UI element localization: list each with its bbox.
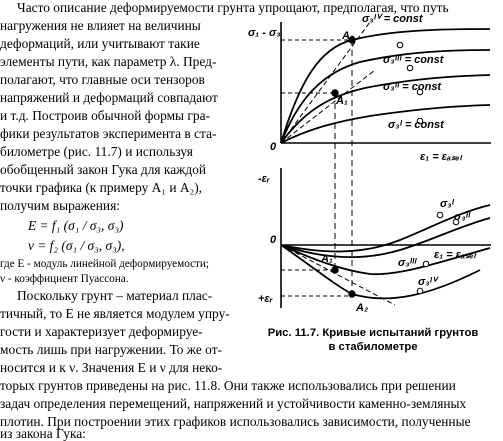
curve-label: σ₃ᴵ	[440, 198, 454, 210]
text-line: элементы пути, как параметр λ. Пред-	[0, 54, 217, 69]
text-line: обобщенный закон Гука для каждой	[0, 162, 207, 177]
figure-caption-line1: Рис. 11.7. Кривые испытаний грунтов	[267, 327, 479, 339]
curve-label: σ₃ᴵᴵᴵ	[398, 257, 417, 269]
point-A1-bottom	[332, 267, 338, 273]
point-label: A₁	[321, 253, 333, 265]
text-line: тичный, то E не является модулем упру-	[0, 306, 230, 321]
marker-circle	[417, 288, 423, 294]
marker-circle	[397, 42, 403, 48]
formula-2: ν = f₂ (σ₁ / σ₃, σ₃),	[28, 238, 125, 253]
text-line: получим выражения:	[0, 198, 120, 213]
curve-label: σ₃ᴵⱽ	[418, 276, 437, 288]
text-line: гости и характеризует деформируе-	[0, 324, 203, 339]
top-x-label: ε₁ = εₐₛₑₗ	[420, 151, 462, 163]
curve-label: σ₃ᴵⱽ = const	[362, 13, 423, 25]
definition-line: ν - коэффициент Пуассона.	[0, 273, 129, 285]
text-line: и т.д. Построив обычной формы гра-	[0, 108, 210, 123]
bottom-y-label-down: +εᵣ	[258, 293, 273, 305]
bottom-y-label-up: -εᵣ	[258, 173, 270, 185]
zero-top: 0	[270, 141, 277, 153]
text-line: Часто описание деформируемости грунта упрощают, предполагая, что путь	[17, 0, 449, 15]
text-line: фики результатов эксперимента в ста-	[0, 126, 217, 141]
bottom-x-label: ε₁ = εₐₛₑₗ	[434, 249, 476, 261]
tangent-line	[281, 70, 375, 143]
text-line: торых грунтов приведены на рис. 11.8. Они также использовались при решении	[0, 378, 456, 393]
text-line: точки графика (к примеру A₁ и A₂),	[0, 180, 203, 195]
text-line: задач определения перемещений, напряжений и устойчивости каменно-земляных	[0, 396, 467, 411]
text-line: напряжений и деформаций совпадают	[0, 90, 218, 105]
curve-label: σ₃ᴵᴵ	[454, 211, 471, 223]
marker-circle	[437, 212, 443, 218]
figure-caption-line2: в стабилометре	[328, 341, 418, 353]
point-label: A₂	[342, 30, 355, 42]
marker-circle	[407, 65, 413, 71]
marker-circle	[423, 261, 429, 267]
text-line: нагружения не влияет на величины	[0, 18, 201, 33]
definition-line: где E - модуль линейной деформируемости;	[0, 258, 210, 270]
curve-label: σ₃ᴵᴵ = const	[383, 81, 442, 93]
text-line: деформаций, или учитывают такие	[0, 36, 200, 51]
text-line: из закона Гука:	[0, 426, 86, 441]
point-label: A₁	[336, 95, 348, 107]
text-line: носится и к ν. Значения E и ν для неко-	[0, 360, 223, 375]
point-A2-bottom	[349, 291, 355, 297]
curve-label: σ₃ᴵᴵᴵ = const	[383, 54, 444, 66]
point-label: A₂	[356, 302, 369, 314]
text-line: билометре (рис. 11.7) и используя	[0, 144, 193, 159]
top-y-label: σ₁ - σ₃	[248, 27, 281, 39]
formula-1: E = f₁ (σ₁ / σ₃, σ₃)	[28, 218, 124, 233]
curve-label: σ₃ᴵ = const	[388, 119, 444, 131]
zero-bottom: 0	[270, 234, 277, 246]
text-line: мость лишь при нагружении. То же от-	[0, 342, 223, 357]
text-line: Поскольку грунт – материал плас-	[17, 288, 213, 303]
text-line: полагают, что главные оси тензоров	[0, 72, 205, 87]
text-line: плотин. При построении этих графиков использовались зависимости, полученные	[0, 414, 471, 429]
